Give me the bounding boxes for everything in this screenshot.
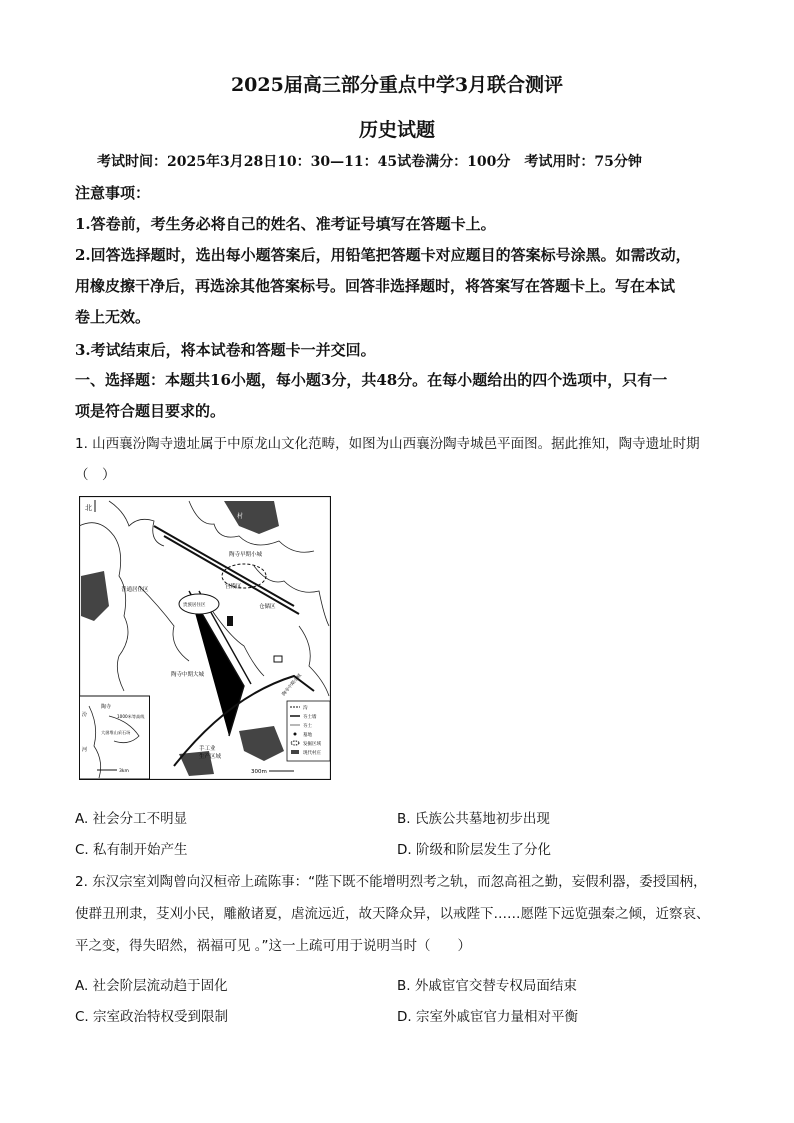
question-2-stem-line-1: 2. 东汉宗室刘陶曾向汉桓帝上疏陈事：“陛下既不能增明烈考之轨，而忽高祖之勤，妄假利器，委授国柄， <box>75 874 707 890</box>
village-label: 村 <box>237 513 244 520</box>
craft-label-1: 手工业 <box>199 746 216 752</box>
q1-option-d: D. 阶级和阶层发生了分化 <box>397 842 551 858</box>
common-area-label: 普通居住区 <box>121 587 149 593</box>
question-2-stem-line-2: 使群丑刑隶，芟刈小民，雕敝诸夏，虐流远近，故天降众异，以戒陛下……愿陛下远览强秦之倾，近察哀、 <box>75 906 710 922</box>
inset-fen-label: 河 <box>82 747 88 753</box>
q1-option-b: B. 氏族公共墓地初步出现 <box>397 811 550 827</box>
q2-option-d: D. 宗室外戚宦官力量相对平衡 <box>397 1009 578 1025</box>
section-heading-line-1: 一、选择题：本题共16小题，每小题3分，共48分。在每小题给出的四个选项中，只有一 <box>75 371 668 389</box>
note-1: 1.答卷前，考生务必将自己的姓名、准考证号填写在答题卡上。 <box>75 215 496 233</box>
legend-symbol <box>291 750 299 754</box>
craft-label-2: 生产区域 <box>199 754 222 760</box>
legend-item: 沟 <box>303 706 308 711</box>
scale-label: 300m <box>251 769 267 775</box>
legend-item: 发掘区域 <box>303 742 321 747</box>
question-1-stem-line-1: 1. 山西襄汾陶寺遗址属于中原龙山文化范畴，如图为山西襄汾陶寺城邑平面图。据此推知，陶寺遗址时期 <box>75 436 700 452</box>
legend-item: 现代村庄 <box>303 751 321 756</box>
legend-symbol <box>294 733 297 736</box>
q2-option-a: A. 社会阶层流动趋于固化 <box>75 978 228 994</box>
q1-option-a: A. 社会分工不明显 <box>75 811 188 827</box>
noble-label: 贵族居住区 <box>183 603 206 608</box>
legend-item: 夯土墙 <box>303 715 317 720</box>
q1-option-c: C. 私有制开始产生 <box>75 842 188 858</box>
inset-river-label: 汾 <box>82 712 88 718</box>
q2-option-c: C. 宗室政治特权受到限制 <box>75 1009 229 1025</box>
mid-city-label: 陶寺中期大城 <box>171 672 205 678</box>
storage-label: 仓储区 <box>259 604 276 610</box>
legend-item: 夯土 <box>303 724 312 729</box>
legend-item: 墓地 <box>303 733 312 738</box>
palace-label: 宫殿区 <box>225 584 242 590</box>
note-2-line-2: 用橡皮擦干净后，再选涂其他答案标号。回答非选择题时，将答案写在答题卡上。写在本试 <box>75 277 676 295</box>
site-mark <box>227 616 233 626</box>
north-label: 北 <box>85 504 92 512</box>
inset-contour-label: 1000米等高线 <box>117 714 145 719</box>
section-heading-line-2: 项是符合题目要求的。 <box>75 402 226 420</box>
note-2-line-3: 卷上无效。 <box>75 308 151 326</box>
inset-site-label: 陶寺 <box>101 704 112 710</box>
early-city-label: 陶寺早期小城 <box>229 552 263 558</box>
question-2-stem-line-3: 平之变，得失昭然，祸福可见 。”这一上疏可用于说明当时（ ） <box>75 938 472 954</box>
inset-quarry-label: 大崮堆山采石场 <box>101 730 131 735</box>
note-3: 3.考试结束后，将本试卷和答题卡一并交回。 <box>75 341 376 359</box>
inset-scale-label: 3km <box>119 769 129 774</box>
note-2-line-1: 2.回答选择题时，选出每小题答案后，用铅笔把答题卡对应题目的答案标号涂黑。如需改动， <box>75 246 691 264</box>
mid-small-city-label: 陶寺中期小城 <box>281 673 303 698</box>
notes-heading: 注意事项： <box>75 184 151 202</box>
taosi-site-map <box>79 496 331 780</box>
exam-info: 考试时间：2025年3月28日10：30—11：45试卷满分：100分 考试用时：75分钟 <box>97 154 642 170</box>
subject-title: 历史试题 <box>358 119 435 141</box>
q2-option-b: B. 外戚宦官交替专权局面结束 <box>397 978 577 994</box>
question-1-stem-line-2: （ ） <box>75 467 116 483</box>
exam-title: 2025届高三部分重点中学3月联合测评 <box>230 74 564 96</box>
